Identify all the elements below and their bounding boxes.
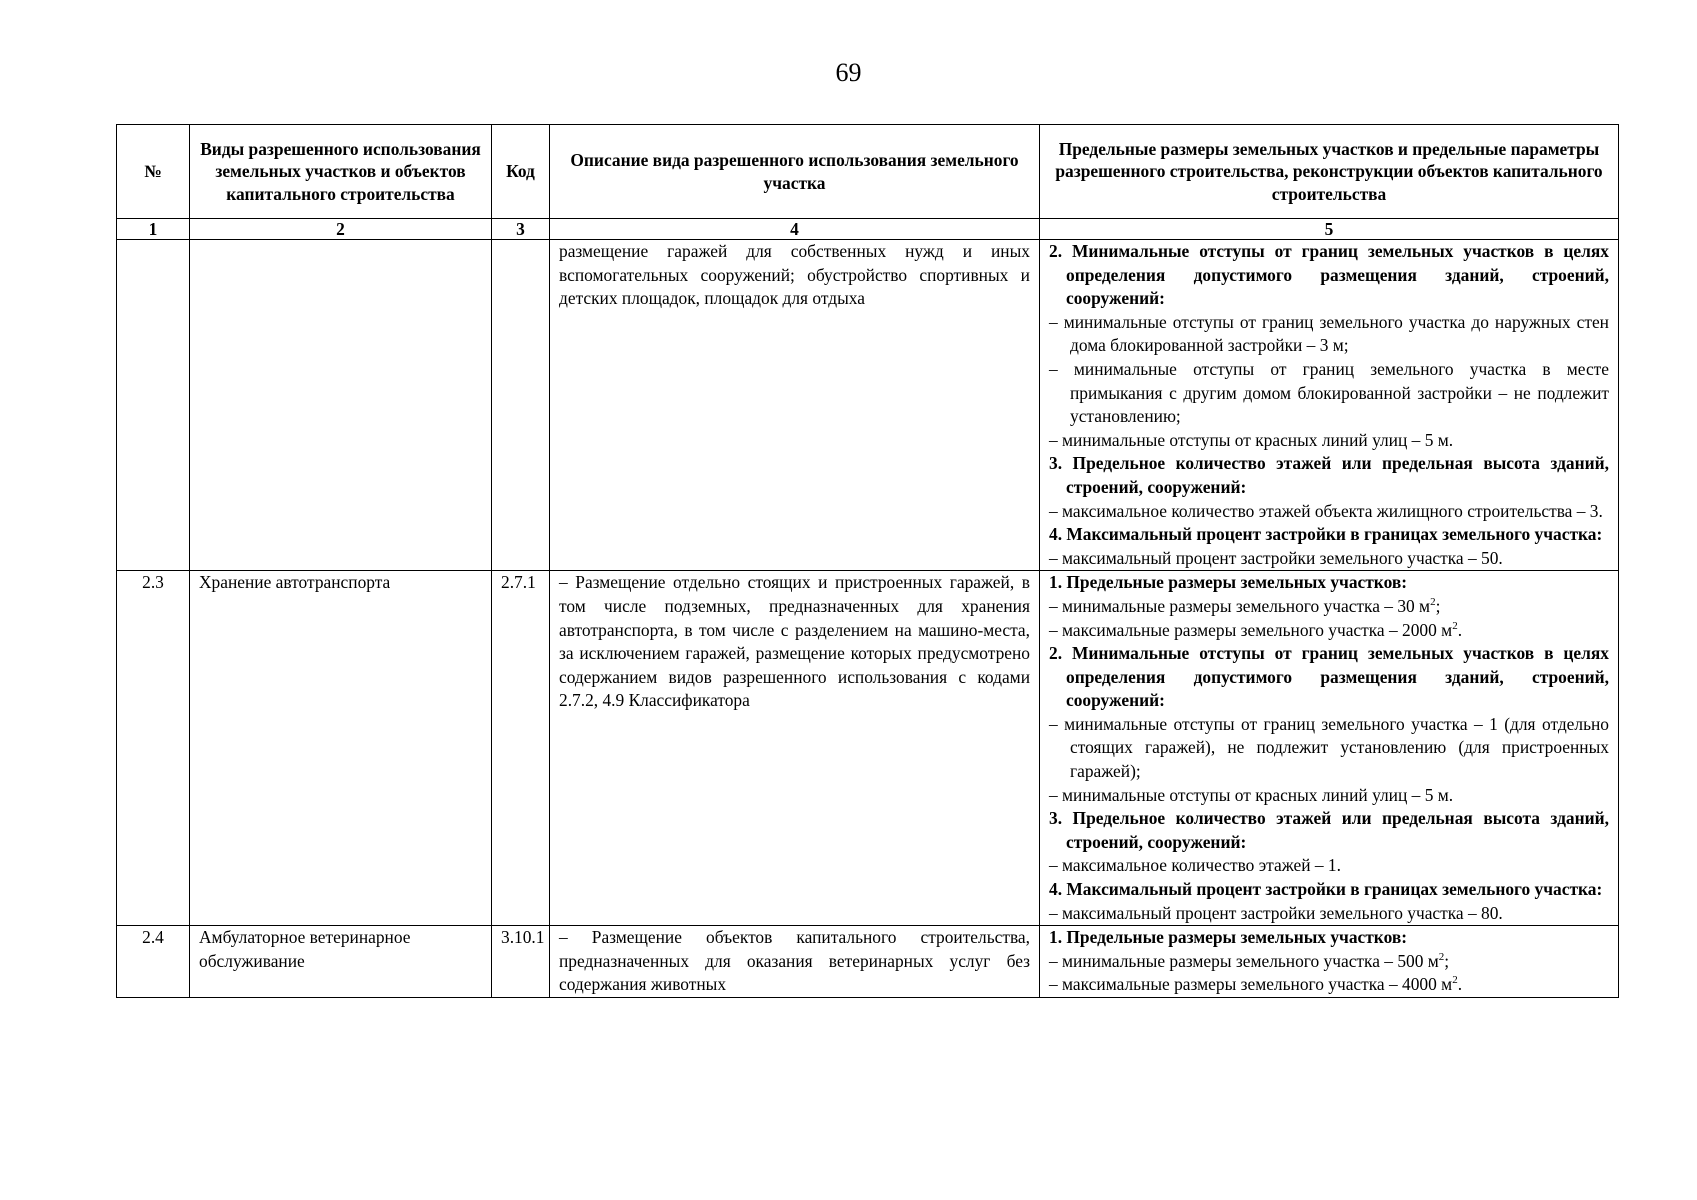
header-limits: Предельные размеры земельных участков и предельные параметры разрешенного строительства, реконструкции объектов капитального строительства [1040,125,1619,219]
limits-item: – максимальное количество этажей – 1. [1049,855,1341,876]
max-size-text: – максимальные размеры земельного участка – 2000 м [1049,619,1453,640]
limits-item: – максимальное количество этажей объекта жилищного строительства – 3. [1049,500,1603,521]
row-use-type: Амбулаторное ветеринарное обслуживание [190,926,492,998]
header-num: № [117,125,190,219]
limits-item: – минимальные размеры земельного участка – 500 $м^2$; [1049,950,1450,971]
limits-item: – максимальный процент застройки земельного участка – 50. [1049,547,1503,568]
table-row [117,571,1619,926]
row-description: размещение гаражей для собственных нужд и иных вспомогательных сооружений; обустройство спортивных и детских площадок, площадок для отдыха [550,240,1040,571]
squared-superscript: 2 [1430,595,1436,608]
row-limits [1040,240,1619,571]
row-code: 2.7.1 [492,571,550,926]
column-number: 1 [117,219,190,240]
squared-superscript: 2 [1452,619,1458,632]
limits-item: – минимальные отступы от красных линий улиц – 5 м. [1049,784,1454,805]
limits-item: – минимальные размеры земельного участка – 30 $м^2$; [1049,595,1441,616]
row-num: 2.4 [117,926,190,998]
column-number: 4 [550,219,1040,240]
min-size-text: – минимальные размеры земельного участка – 30 м [1049,595,1431,616]
header-code: Код [492,125,550,219]
limits-item: – минимальные отступы от красных линий улиц – 5 м. [1049,429,1454,450]
limits-heading: 2. Минимальные отступы от границ земельных участков в целях определения допустимого размещения зданий, строений, сооружений: [1049,643,1609,711]
row-description: – Размещение объектов капитального строительства, предназначенных для оказания ветеринарных услуг без содержания животных [550,926,1040,998]
regulations-table [116,124,1619,998]
row-num: 2.3 [117,571,190,926]
limits-item: – максимальные размеры земельного участка – 2000 $м^2$. [1049,619,1463,640]
limits-item: – минимальные отступы от границ земельного участка – 1 (для отдельно стоящих гаражей), не подлежит установлению (для пристроенных гаражей); [1049,713,1609,782]
table-row [117,926,1619,998]
limits-heading: 1. Предельные размеры земельных участков: [1049,927,1408,948]
limits-item: – максимальный процент застройки земельного участка – 80. [1049,902,1503,923]
limits-heading: 4. Максимальный процент застройки в границах земельного участка: [1049,524,1603,545]
row-use-type [190,240,492,571]
column-number-row [117,219,1619,240]
header-use-type: Виды разрешенного использования земельных участков и объектов капитального строительства [190,125,492,219]
limits-heading: 2. Минимальные отступы от границ земельных участков в целях определения допустимого размещения зданий, строений, сооружений: [1049,241,1609,309]
limits-heading: 3. Предельное количество этажей или предельная высота зданий, строений, сооружений: [1049,453,1609,497]
row-limits [1040,571,1619,926]
squared-superscript: 2 [1438,950,1445,963]
squared-superscript: 2 [1452,974,1458,987]
row-limits [1040,926,1619,998]
header-description: Описание вида разрешенного использования земельного участка [550,125,1040,219]
column-number: 3 [492,219,550,240]
limits-item: – максимальные размеры земельного участка – 4000 $м^2$. [1049,974,1463,995]
row-use-type: Хранение автотранспорта [190,571,492,926]
limits-heading: 4. Максимальный процент застройки в границах земельного участка: [1049,879,1603,900]
column-number: 5 [1040,219,1619,240]
column-number: 2 [190,219,492,240]
table-row [117,240,1619,571]
row-code [492,240,550,571]
min-size-text: – минимальные размеры земельного участка – 500 м [1049,950,1439,971]
row-description: – Размещение отдельно стоящих и пристроенных гаражей, в том числе подземных, предназначенных для хранения автотранспорта, в том числе с разделением на машино-места, за исключением гаражей, размещение которых предусмотрено содержанием видов разрешенного использования с кодами 2.7.2, 4.9 Классификатора [550,571,1040,926]
limits-item: – минимальные отступы от границ земельного участка до наружных стен дома блокированной застройки – 3 м; [1049,311,1609,356]
row-code: 3.10.1 [492,926,550,998]
row-num [117,240,190,571]
limits-item: – минимальные отступы от границ земельного участка в месте примыкания с другим домом блокированной застройки – не подлежит установлению; [1049,358,1609,427]
page-number: 69 [835,58,862,87]
limits-heading: 1. Предельные размеры земельных участков: [1049,572,1408,593]
table-header-row [117,125,1619,219]
limits-heading: 3. Предельное количество этажей или предельная высота зданий, строений, сооружений: [1049,808,1609,852]
max-size-text: – максимальные размеры земельного участка – 4000 м [1049,974,1453,995]
